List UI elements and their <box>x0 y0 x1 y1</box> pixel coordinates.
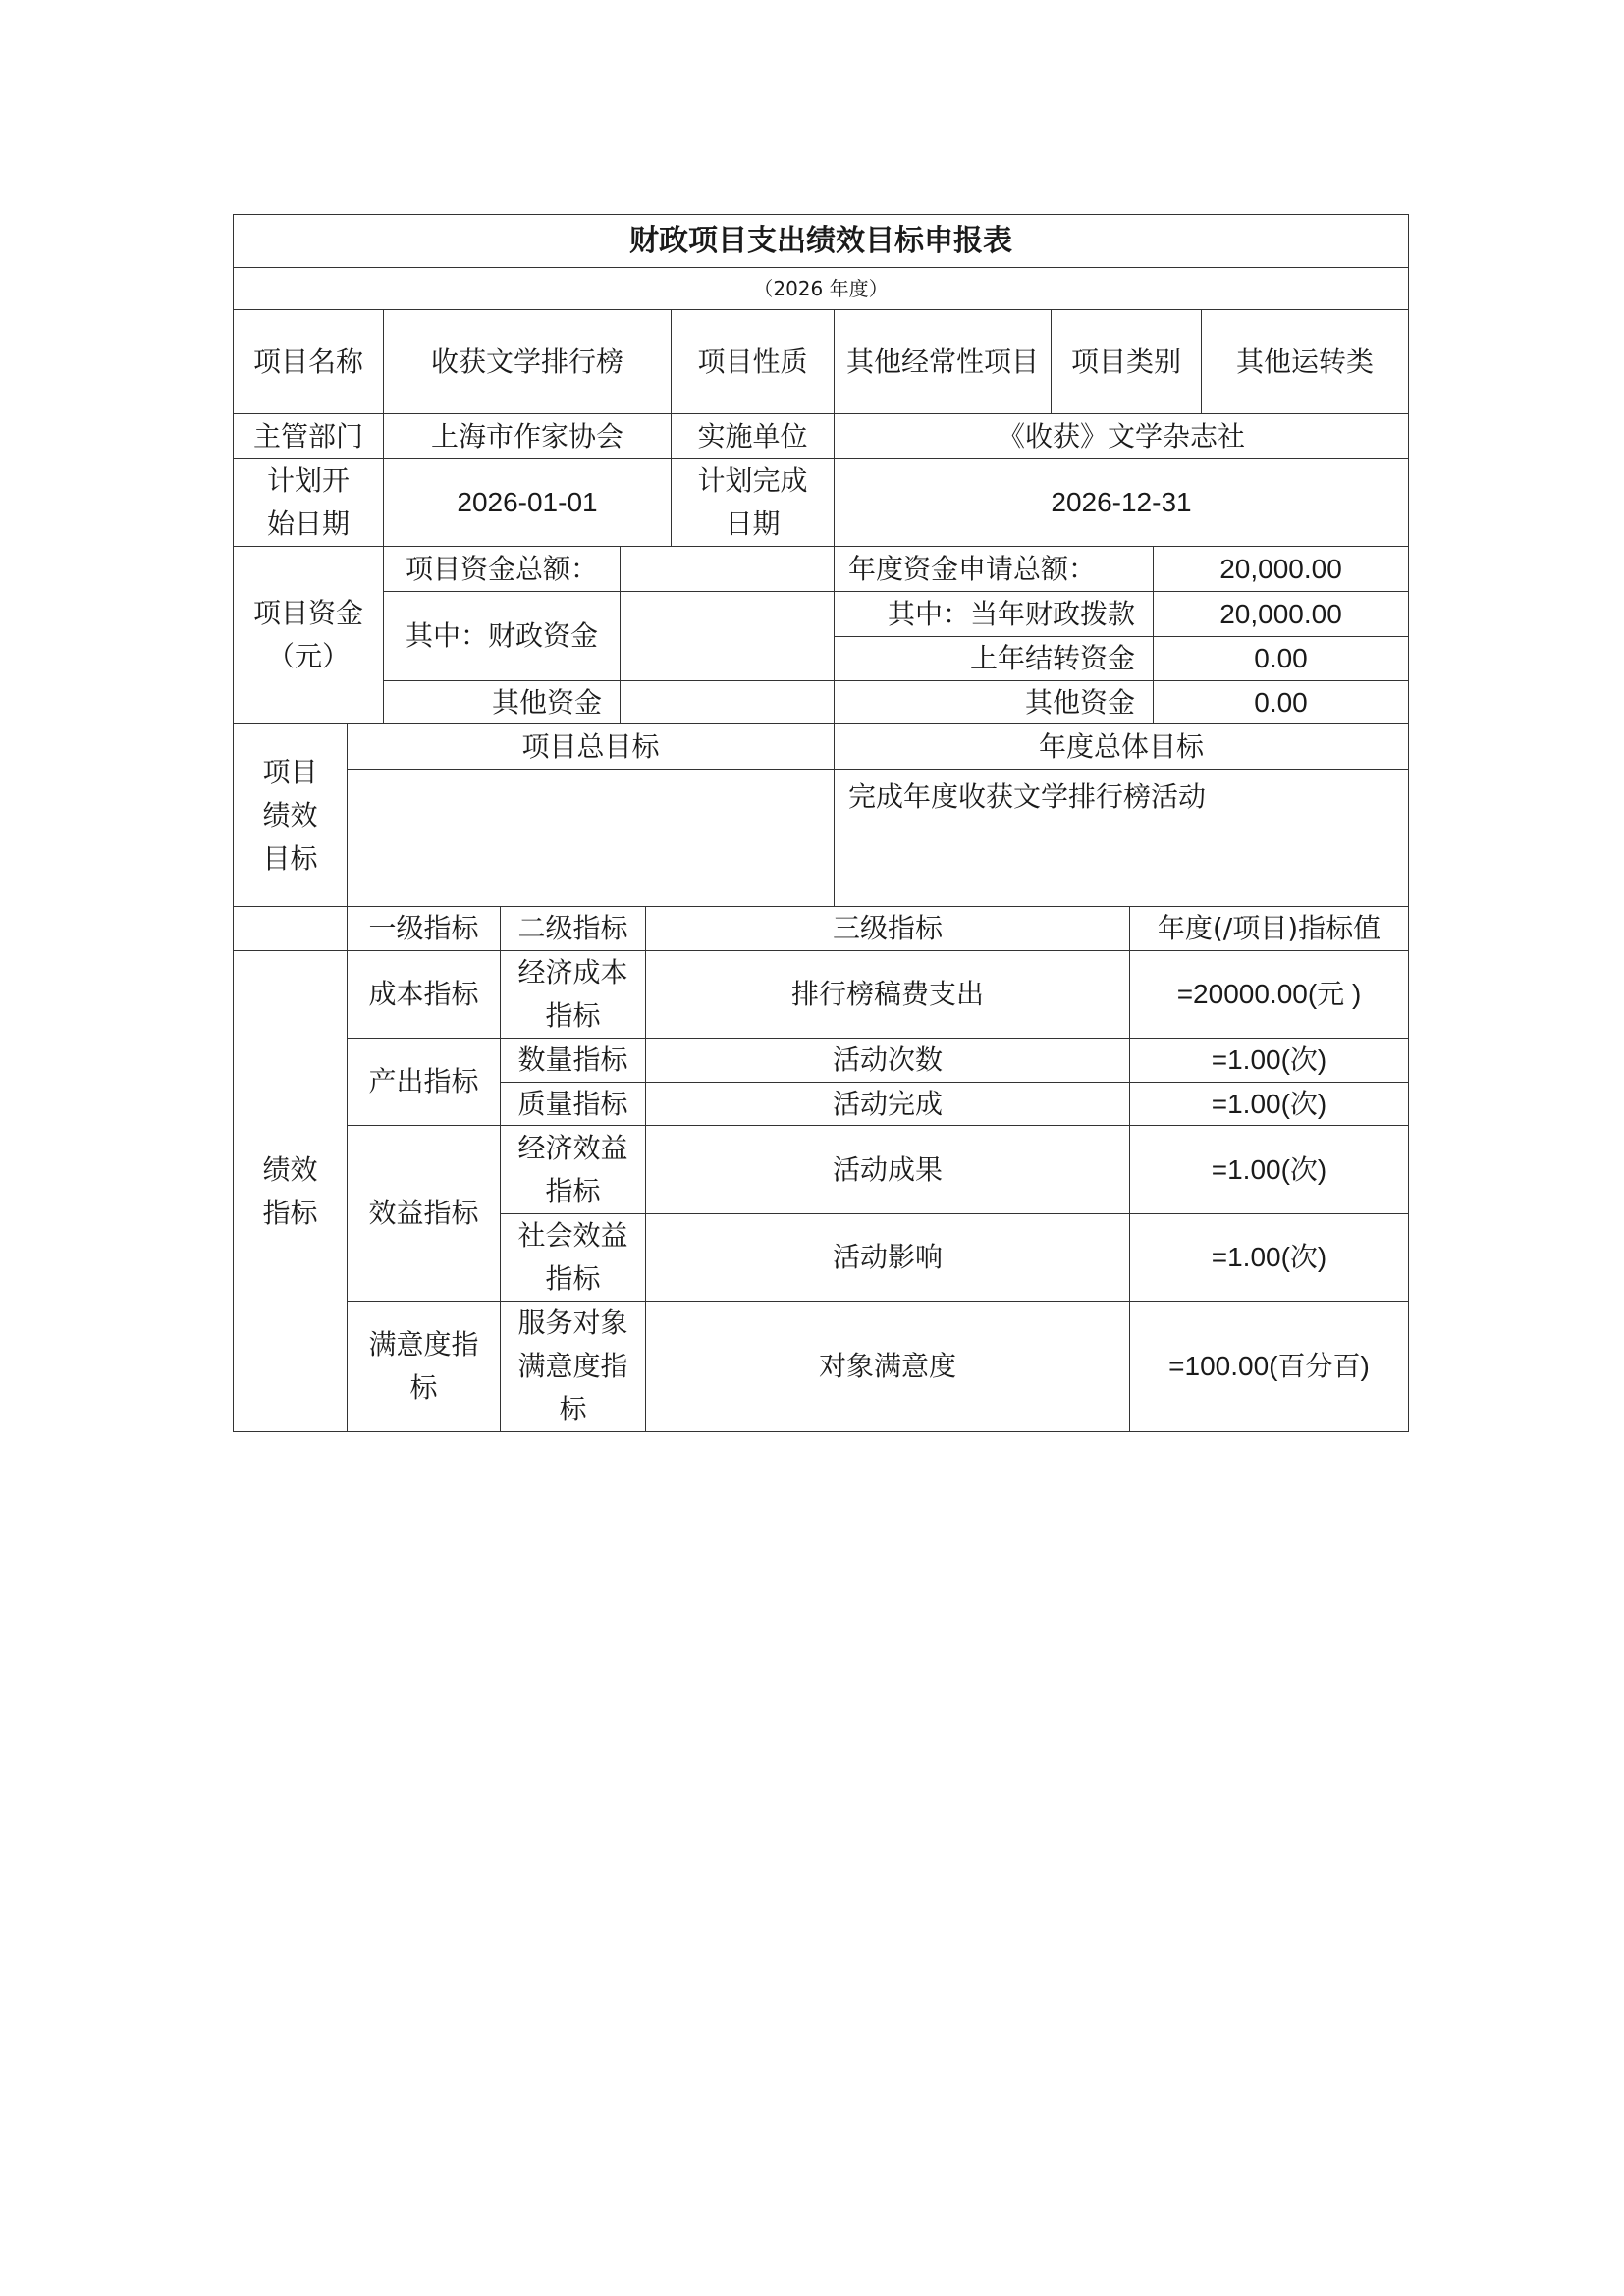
goals-annual-header: 年度总体目标 <box>834 723 1409 770</box>
funds-carry-label: 上年结转资金 <box>834 636 1154 681</box>
table-row-6-value: =100.00(百分百) <box>1129 1301 1409 1432</box>
indicators-section-label: 绩效指标 <box>233 950 348 1432</box>
project-name-label: 项目名称 <box>233 309 384 414</box>
indicator-header-level2: 二级指标 <box>500 906 646 951</box>
funds-other-label: 其他资金 <box>383 680 621 724</box>
table-row-2-value: =1.00(次) <box>1129 1038 1409 1083</box>
table-row-5-value: =1.00(次) <box>1129 1213 1409 1302</box>
start-label: 计划开始日期 <box>233 458 384 547</box>
table-row-5-level2: 社会效益指标 <box>500 1213 646 1302</box>
goals-overall-header: 项目总目标 <box>347 723 835 770</box>
funds-annual-other-label: 其他资金 <box>834 680 1154 724</box>
funds-total-value <box>620 546 835 592</box>
table-row-3-value: =1.00(次) <box>1129 1082 1409 1126</box>
project-name-value: 收获文学排行榜 <box>383 309 672 414</box>
start-value: 2026-01-01 <box>383 458 672 547</box>
category-value: 其他运转类 <box>1201 309 1409 414</box>
funds-current-value: 20,000.00 <box>1153 591 1409 637</box>
table-row-2-level3: 活动次数 <box>645 1038 1130 1083</box>
funds-annual-other-value: 0.00 <box>1153 680 1409 724</box>
table-row-6-level2: 服务对象满意度指标 <box>500 1301 646 1432</box>
dept-value: 上海市作家协会 <box>383 413 672 459</box>
funds-annual-value: 20,000.00 <box>1153 546 1409 592</box>
funds-current-label: 其中：当年财政拨款 <box>834 591 1154 637</box>
funds-fiscal-label: 其中：财政资金 <box>383 591 621 681</box>
goals-section-label: 项目绩效目标 <box>233 723 348 907</box>
funds-section-label: 项目资金（元） <box>233 546 384 724</box>
category-label: 项目类别 <box>1051 309 1202 414</box>
level1-benefit: 效益指标 <box>347 1125 501 1302</box>
goals-overall-value <box>347 769 835 907</box>
funds-annual-label: 年度资金申请总额： <box>834 546 1154 592</box>
form-title: 财政项目支出绩效目标申报表 <box>233 214 1409 268</box>
funds-carry-value: 0.00 <box>1153 636 1409 681</box>
table-row-4-value: =1.00(次) <box>1129 1125 1409 1214</box>
table-row-4-level3: 活动成果 <box>645 1125 1130 1214</box>
unit-label: 实施单位 <box>671 413 835 459</box>
level1-cost: 成本指标 <box>347 950 501 1039</box>
dept-label: 主管部门 <box>233 413 384 459</box>
table-row-3-level3: 活动完成 <box>645 1082 1130 1126</box>
funds-fiscal-value <box>620 591 835 681</box>
goals-annual-value: 完成年度收获文学排行榜活动 <box>834 769 1409 907</box>
level1-satisfaction: 满意度指标 <box>347 1301 501 1432</box>
indicator-header-value: 年度(/项目)指标值 <box>1129 906 1409 951</box>
table-row-1-level3: 排行榜稿费支出 <box>645 950 1130 1039</box>
nature-value: 其他经常性项目 <box>834 309 1052 414</box>
indicator-header-level1: 一级指标 <box>347 906 501 951</box>
end-value: 2026-12-31 <box>834 458 1409 547</box>
year-note: （2026 年度） <box>233 267 1409 310</box>
table-row-6-level3: 对象满意度 <box>645 1301 1130 1432</box>
funds-other-value <box>620 680 835 724</box>
table-row-4-level2: 经济效益指标 <box>500 1125 646 1214</box>
table-row-2-level2: 数量指标 <box>500 1038 646 1083</box>
table-row-3-level2: 质量指标 <box>500 1082 646 1126</box>
unit-value: 《收获》文学杂志社 <box>834 413 1409 459</box>
funds-total-label: 项目资金总额： <box>383 546 621 592</box>
table-row-1-value: =20000.00(元 ) <box>1129 950 1409 1039</box>
nature-label: 项目性质 <box>671 309 835 414</box>
indicator-header-level3: 三级指标 <box>645 906 1130 951</box>
table-row-1-level2: 经济成本指标 <box>500 950 646 1039</box>
indicator-header-blank <box>233 906 348 951</box>
table-row-5-level3: 活动影响 <box>645 1213 1130 1302</box>
level1-output: 产出指标 <box>347 1038 501 1126</box>
end-label: 计划完成日期 <box>671 458 835 547</box>
